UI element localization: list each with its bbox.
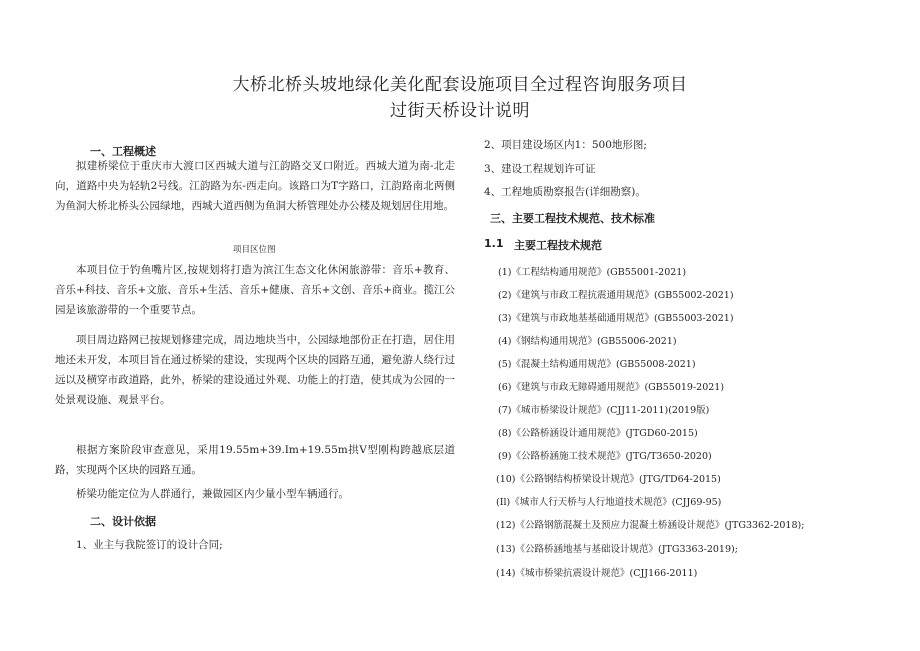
standard-item: (2)《建筑与市政工程抗震通用规范》(GB55002-2021): [498, 290, 734, 301]
section-heading-basis: 二、设计依据: [90, 515, 156, 528]
standard-item: (10)《公路钢结构桥梁设计规范》(JTG/TD64-2015): [496, 474, 721, 485]
standard-item: (9)《公路桥涵施工技术规范》(JTG/T3650-2020): [498, 451, 712, 462]
basis-item: 2、项目建设场区内1：500地形图;: [484, 139, 647, 151]
section-heading-standards: 三、主要工程技术规范、技术标准: [490, 212, 655, 225]
standard-item: (13)《公路桥涵地基与基础设计规范》(JTG3363-2019);: [496, 544, 738, 555]
document-title: 大桥北桥头坡地绿化美化配套设施项目全过程咨询服务项目: [232, 75, 688, 95]
overview-paragraph: 拟建桥梁位于重庆市大渡口区西城大道与江韵路交叉口附近。西城大道为南-北走向，道路中央为轻轨2号线。江韵路为东-西走向。该路口为T字路口，江韵路南北两侧为鱼洞大桥北桥头公园绿地，西城大道西侧为鱼洞大桥管理处办公楼及规划居住用地。: [55, 160, 455, 212]
standard-item: (3)《建筑与市政地基基础通用规范》(GB55003-2021): [498, 313, 734, 324]
site-paragraph: 项目周边路网已按规划修建完成，周边地块当中，公园绿地部份正在打造，居住用地还未开发，本项目旨在通过桥梁的建设，实现两个区块的园路互通，避免游人绕行过远以及横穿市政道路，此外，桥梁的建设通过外观、功能上的打造，使其成为公园的一处景观设施、观景平台。: [55, 334, 455, 406]
standard-item: (1)《工程结构通用规范》(GB55001-2021): [498, 267, 687, 278]
basis-item: 4、工程地质勘察报告(详细勘察)。: [484, 186, 646, 198]
function-paragraph: 桥梁功能定位为人群通行，兼做园区内少量小型车辆通行。: [76, 488, 349, 500]
location-paragraph: 本项目位于钓鱼嘴片区,按规划将打造为滨江生态文化休闲旅游带：音乐+教育、音乐+科技、音乐+文旅、音乐+生活、音乐+健康、音乐+文创、音乐+商业。揽江公园是该旅游带的一个重要节点。: [55, 264, 455, 316]
structure-paragraph: 根据方案阶段审查意见，采用19.55m+39.Im+19.55m拱V型刚构跨越底层道路，实现两个区块的园路互通。: [55, 444, 455, 476]
subsection-heading: 主要工程技术规范: [514, 239, 602, 252]
standard-item: (Il)《城市人行天桥与人行地道技术规范》(CJJ69-95): [496, 497, 722, 508]
document-subtitle: 过街天桥设计说明: [390, 101, 530, 121]
standard-item: (14)《城市桥梁抗震设计规范》(CJJ166-2011): [496, 568, 698, 579]
standard-item: (4)《钢结构通用规范》(GB55006-2021): [498, 336, 677, 347]
basis-item: 3、建设工程规划许可证: [484, 163, 596, 175]
standard-item: (12)《公路钢筋混凝土及预应力混凝土桥涵设计规范》(JTG3362-2018);: [496, 520, 805, 531]
standard-item: (6)《建筑与市政无障碍通用规范》(GB55019-2021): [498, 382, 725, 393]
basis-item: 1、业主与我院签订的设计合同;: [76, 539, 223, 551]
standard-item: (8)《公路桥涵设计通用规范》(JTGD60-2015): [498, 428, 698, 439]
section-heading-overview: 一、工程概述: [90, 145, 156, 158]
standard-item: (5)《混凝土结构通用规范》(GB55008-2021): [498, 359, 696, 370]
subsection-number: 1.1: [484, 237, 504, 250]
standard-item: (7)《城市桥梁设计规范》(CJJ11-2011)(2019版): [498, 405, 710, 416]
figure-caption: 项目区位图: [233, 245, 276, 255]
